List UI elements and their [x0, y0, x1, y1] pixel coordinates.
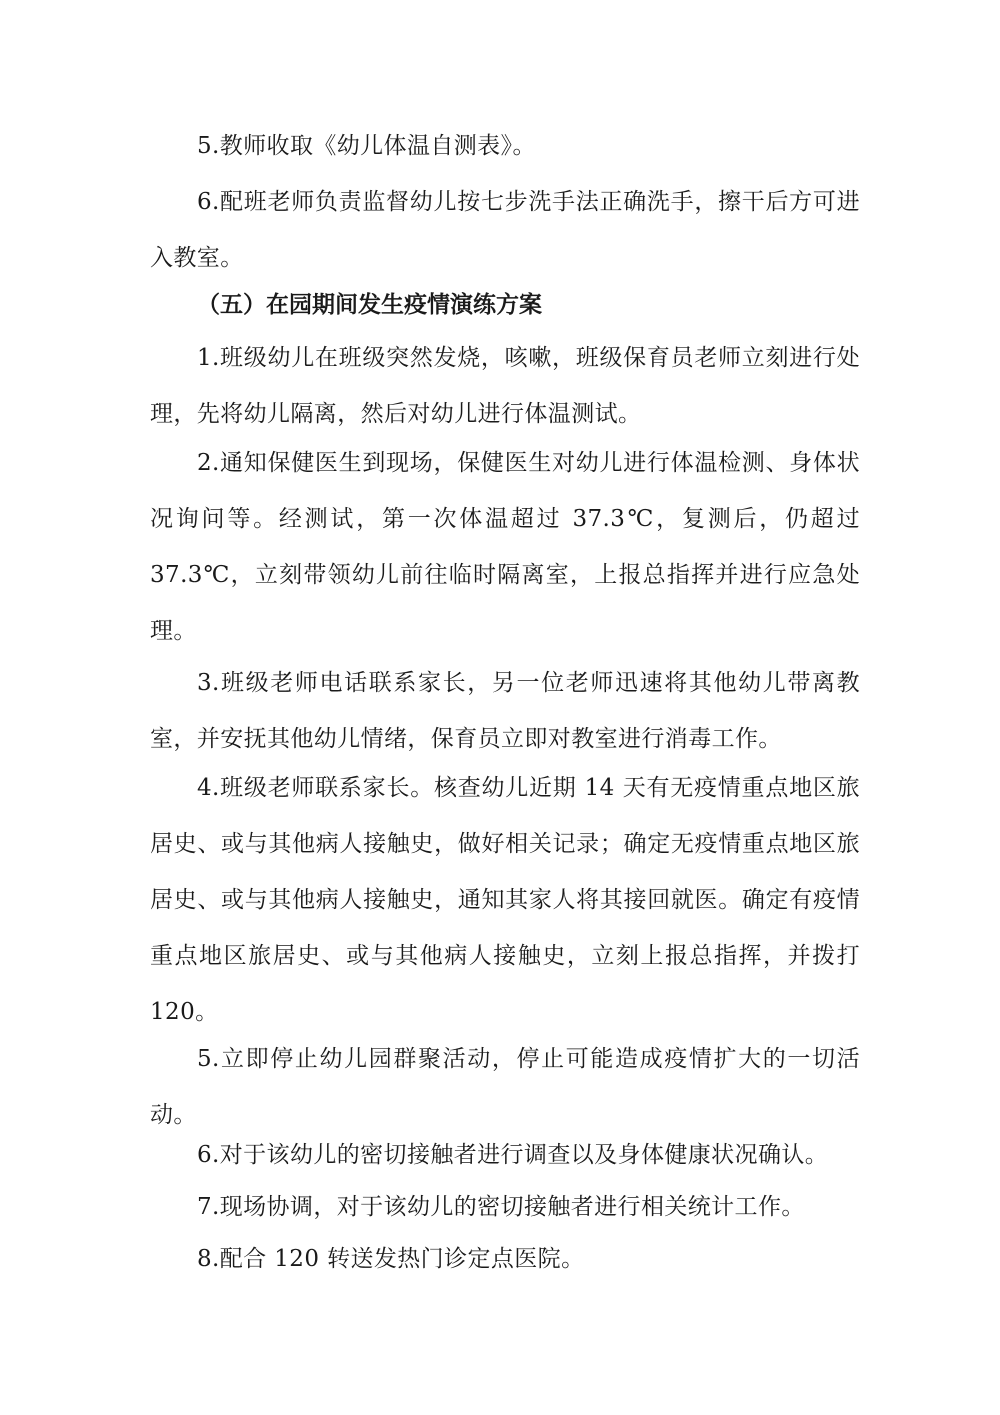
section-item-3: 3.班级老师电话联系家长，另一位老师迅速将其他幼儿带离教室，并安抚其他幼儿情绪，保育员立即对教室进行消毒工作。	[150, 670, 860, 752]
section-item-6: 6.对于该幼儿的密切接触者进行调查以及身体健康状况确认。	[197, 1142, 829, 1168]
section-heading: （五）在园期间发生疫情演练方案	[197, 292, 542, 318]
section-item-8: 8.配合 120 转送发热门诊定点医院。	[197, 1246, 585, 1272]
section-item-1: 1.班级幼儿在班级突然发烧，咳嗽，班级保育员老师立刻进行处理，先将幼儿隔离，然后对幼儿进行体温测试。	[150, 345, 860, 427]
paragraph-item-5: 5.教师收取《幼儿体温自测表》。	[197, 133, 536, 159]
section-item-7: 7.现场协调，对于该幼儿的密切接触者进行相关统计工作。	[197, 1194, 805, 1220]
paragraph-item-6: 6.配班老师负责监督幼儿按七步洗手法正确洗手，擦干后方可进入教室。	[150, 189, 860, 271]
section-item-2: 2.通知保健医生到现场，保健医生对幼儿进行体温检测、身体状况询问等。经测试，第一次体温超过 37.3℃，复测后，仍超过37.3℃，立刻带领幼儿前往临时隔离室，上报总指挥并进行应急处理。	[150, 450, 860, 644]
section-item-4: 4.班级老师联系家长。核查幼儿近期 14 天有无疫情重点地区旅居史、或与其他病人接触史，做好相关记录；确定无疫情重点地区旅居史、或与其他病人接触史，通知其家人将其接回就医。确定有疫情重点地区旅居史、或与其他病人接触史，立刻上报总指挥，并拨打 120。	[150, 775, 860, 1025]
section-item-5: 5.立即停止幼儿园群聚活动，停止可能造成疫情扩大的一切活动。	[150, 1046, 860, 1128]
